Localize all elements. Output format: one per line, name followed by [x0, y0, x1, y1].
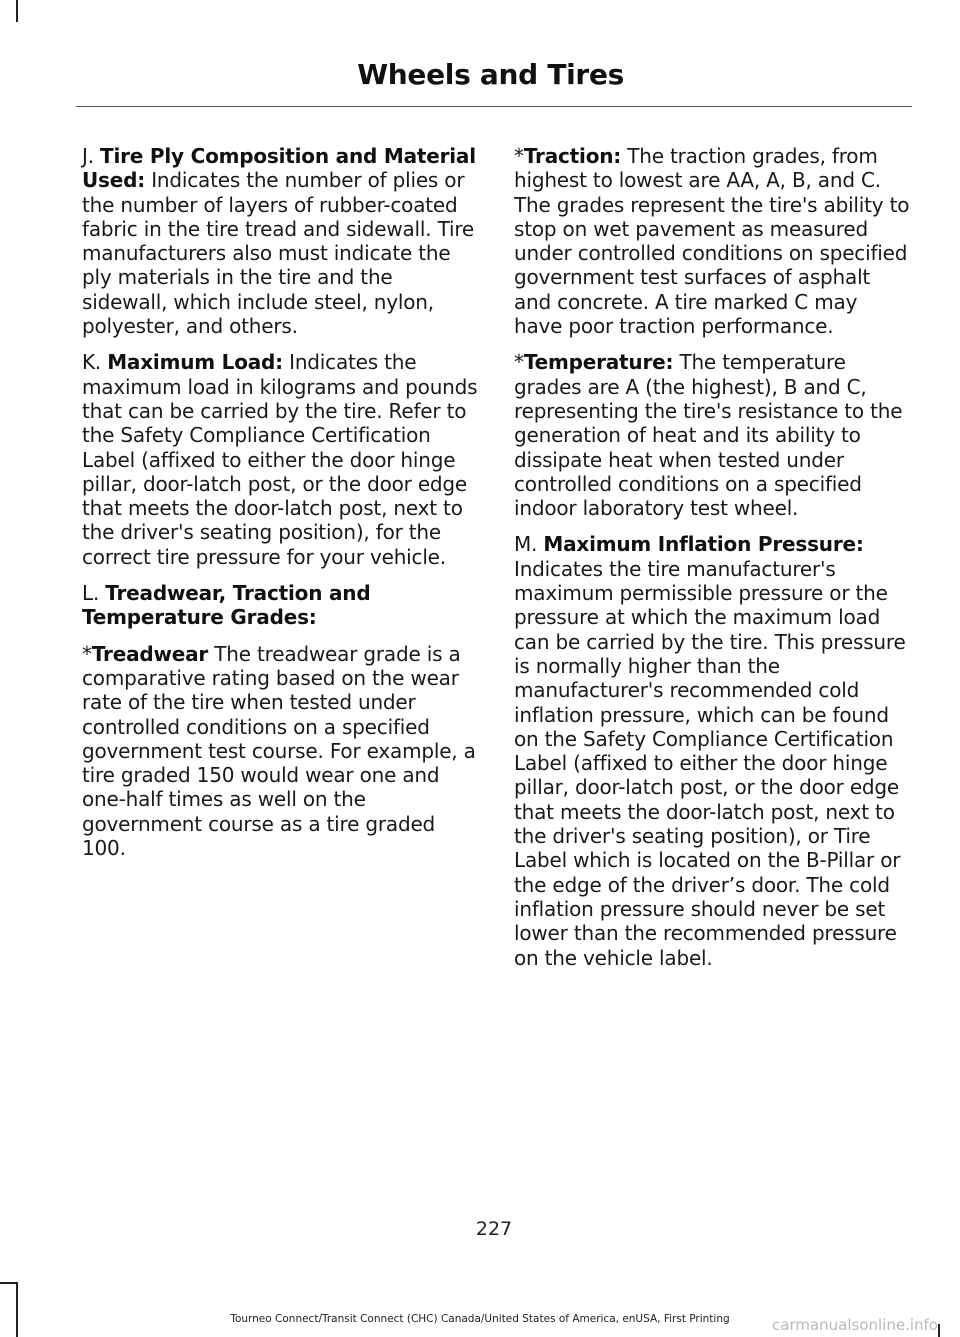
- paragraph-treadwear: *Treadwear The treadwear grade is a comparative rating based on the wear rate of the tire when tested under controlled conditions on a specified government test course. For example, a tire graded 150 would wear one and one-half times as well on the government course as a tire graded 100.: [82, 641, 476, 861]
- footer-text: Tourneo Connect/Transit Connect (CHC) Canada/United States of America, enUSA, First Printing: [230, 1313, 730, 1325]
- watermark[interactable]: carmanualsonline.info: [772, 1316, 938, 1334]
- paragraph-max-inflation-pressure: M. Maximum Inflation Pressure: Indicates the tire manufacturer's maximum permissible pressure or the pressure at which the maximum load can be carried by the tire. This pressure is normally higher than the manufacturer's recommended cold inflation pressure, which can be found on the Safety Compliance Certification Label (affixed to either the door hinge pillar, door-latch post, or the door edge that meets the door-latch post, next to the driver's seating position), or Tire Label which is located on the B-Pillar or the edge of the driver’s door. The cold inflation pressure should never be set lower than the recommended pressure on the vehicle label.: [514, 532, 906, 970]
- right-column: [514, 144, 910, 982]
- left-column: [82, 144, 478, 872]
- paragraph-utqg-heading: L. Treadwear, Traction and Temperature Grades:: [82, 581, 371, 630]
- header-divider: [76, 106, 912, 107]
- page-number: 227: [475, 1218, 513, 1240]
- crop-mark-bottom-left-v: [16, 1282, 18, 1337]
- crop-mark-top-left-v: [16, 0, 18, 22]
- crop-mark-bottom-left-h: [0, 1282, 16, 1284]
- paragraph-maximum-load: K. Maximum Load: Indicates the maximum load in kilograms and pounds that can be carried by the tire. Refer to the Safety Compliance Certification Label (affixed to either the door hinge pillar, door-latch post, or the door edge that meets the door-latch post, next to the driver's seating position), for the correct tire pressure for your vehicle.: [82, 350, 478, 569]
- crop-mark-bottom-right-v: [938, 1324, 940, 1337]
- paragraph-temperature: *Temperature: The temperature grades are A (the highest), B and C, representing the tire's resistance to the generation of heat and its ability to dissipate heat when tested under controlled conditions on a specified indoor laboratory test wheel.: [514, 350, 903, 521]
- section-title: Wheels and Tires: [357, 58, 624, 91]
- paragraph-ply-composition: J. Tire Ply Composition and Material Used: Indicates the number of plies or the number of layers of rubber-coated fabric in the tire tread and sidewall. Tire manufacturers also must indicate the ply materials in the tire and the sidewall, which include steel, nylon, polyester, and others.: [82, 144, 476, 339]
- paragraph-traction: *Traction: The traction grades, from highest to lowest are AA, A, B, and C. The grades represent the tire's ability to stop on wet pavement as measured under controlled conditions on specified government test surfaces of asphalt and concrete. A tire marked C may have poor traction performance.: [514, 144, 910, 339]
